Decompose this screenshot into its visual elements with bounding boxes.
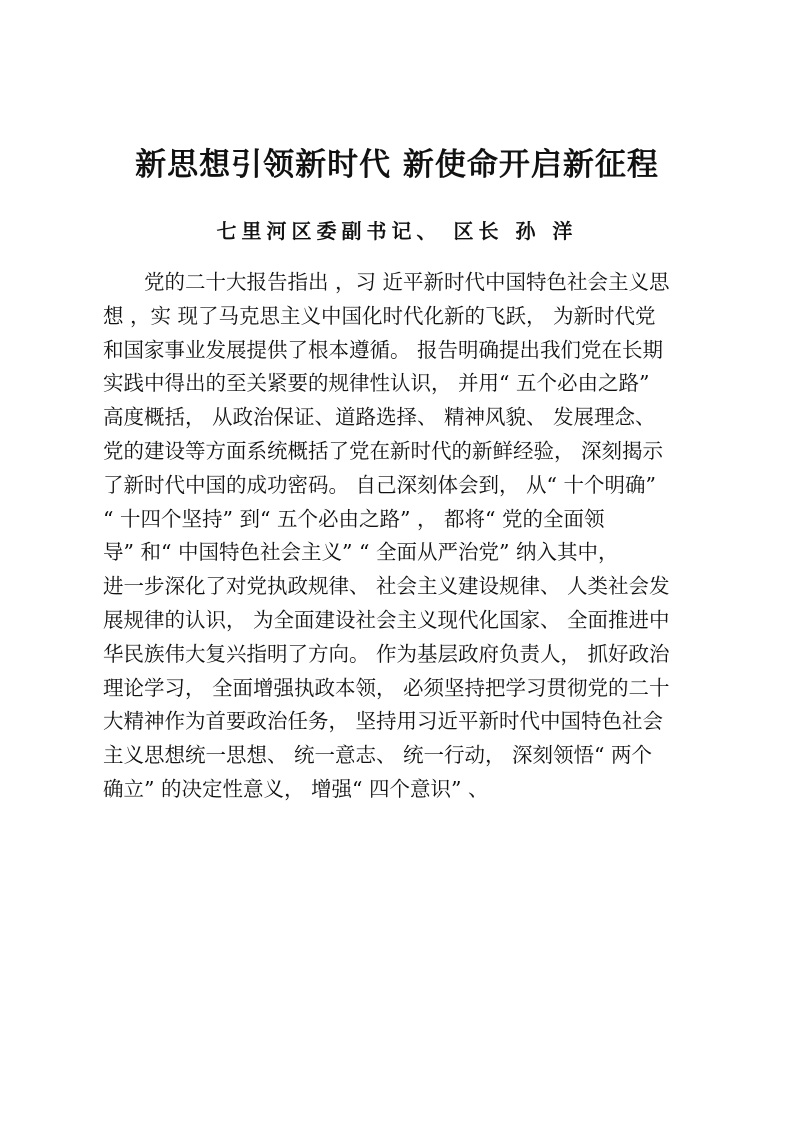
paragraph-line: 实践中得出的至关紧要的规律性认识， 并用“ 五个必由之路”: [103, 371, 650, 396]
paragraph-line: 进一步深化了对党执政规律、 社会主义建设规律、 人类社会发: [103, 574, 670, 599]
paragraph-line: 导” 和“ 中国特色社会主义” “ 全面从严治党” 纳入其中，: [103, 540, 619, 565]
paragraph-line: 大精神作为首要政治任务， 坚持用习近平新时代中国特色社会: [103, 709, 664, 734]
paragraph-line: 党的建设等方面系统概括了党在新时代的新鲜经验， 深刻揭示: [103, 438, 664, 463]
paragraph-line: “ 十四个坚持” 到“ 五个必由之路” ， 都将“ 党的全面领: [103, 506, 605, 531]
body-paragraph: [103, 266, 723, 807]
paragraph-line: 华民族伟大复兴指明了方向。 作为基层政府负责人， 抓好政治: [103, 641, 670, 666]
paragraph-line: 党的二十大报告指出 ，习 近平新时代中国特色社会主义思: [144, 270, 670, 294]
author-byline: 七里河区委副书记、 区长 孙 洋: [216, 219, 578, 243]
paragraph-line: 和国家事业发展提供了根本遵循。 报告明确提出我们党在长期: [103, 337, 664, 362]
paragraph-line: 想 ，实 现了马克思主义中国化时代化新的飞跃， 为新时代党: [103, 303, 656, 328]
paragraph-line: 了新时代中国的成功密码。 自己深刻体会到， 从“ 十个明确”: [103, 472, 657, 497]
paragraph-line: 主义思想统一思想、 统一意志、 统一行动， 深刻领悟“ 两个: [103, 743, 653, 768]
paragraph-line: 展规律的认识， 为全面建设社会主义现代化国家、 全面推进中: [103, 607, 670, 632]
paragraph-line: 确立” 的决定性意义， 增强“ 四个意识” 、: [103, 776, 489, 801]
document-title: 新思想引领新时代 新使命开启新征程: [135, 147, 659, 183]
paragraph-line: 高度概括， 从政治保证、道路选择、 精神风貌、 发展理念、: [103, 405, 656, 430]
paragraph-line: 理论学习， 全面增强执政本领， 必须坚持把学习贯彻党的二十: [103, 675, 670, 700]
